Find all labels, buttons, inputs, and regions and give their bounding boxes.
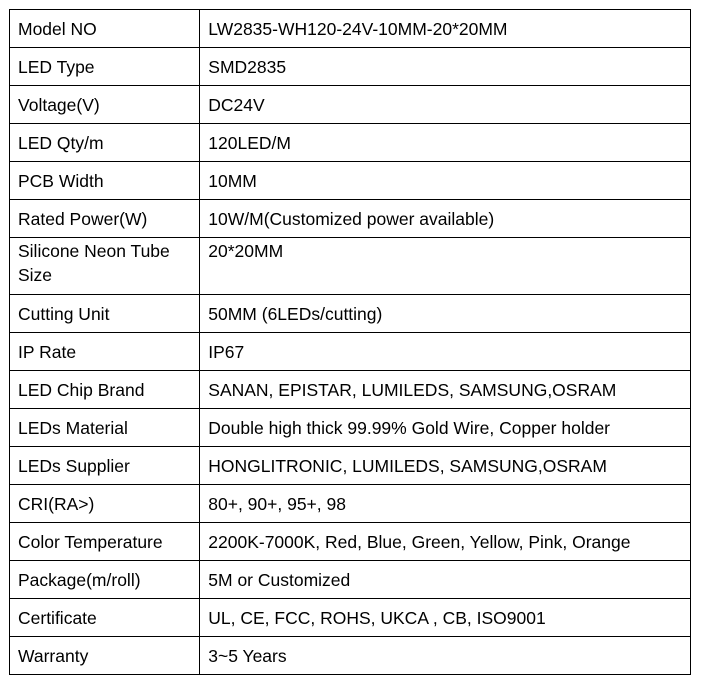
- row-value: DC24V: [200, 86, 691, 124]
- row-value: 10MM: [200, 162, 691, 200]
- row-value: 20*20MM: [200, 238, 691, 295]
- table-row-led-qty: [10, 124, 691, 162]
- row-value: 120LED/M: [200, 124, 691, 162]
- row-label: Voltage(V): [10, 86, 200, 124]
- spec-table-body: [10, 10, 691, 675]
- row-value: UL, CE, FCC, ROHS, UKCA , CB, ISO9001: [200, 599, 691, 637]
- row-value: 10W/M(Customized power available): [200, 200, 691, 238]
- row-value: LW2835-WH120-24V-10MM-20*20MM: [200, 10, 691, 48]
- table-row-package: [10, 561, 691, 599]
- table-row-cri: [10, 485, 691, 523]
- table-row-certificate: [10, 599, 691, 637]
- row-value: HONGLITRONIC, LUMILEDS, SAMSUNG,OSRAM: [200, 447, 691, 485]
- row-label: Certificate: [10, 599, 200, 637]
- table-row-neon-tube-size: [10, 238, 691, 295]
- table-row-leds-material: [10, 409, 691, 447]
- table-row-leds-supplier: [10, 447, 691, 485]
- row-value: Double high thick 99.99% Gold Wire, Copper holder: [200, 409, 691, 447]
- row-label: Model NO: [10, 10, 200, 48]
- row-label: Silicone Neon Tube Size: [10, 238, 200, 295]
- row-label: Warranty: [10, 637, 200, 675]
- row-label: Color Temperature: [10, 523, 200, 561]
- row-value: 80+, 90+, 95+, 98: [200, 485, 691, 523]
- row-value: 3~5 Years: [200, 637, 691, 675]
- row-label: CRI(RA>): [10, 485, 200, 523]
- row-value: IP67: [200, 333, 691, 371]
- table-row-warranty: [10, 637, 691, 675]
- spec-table: [9, 9, 691, 675]
- table-row-voltage: [10, 86, 691, 124]
- table-row-cutting-unit: [10, 295, 691, 333]
- table-row-pcb-width: [10, 162, 691, 200]
- row-value: 5M or Customized: [200, 561, 691, 599]
- table-row-led-type: [10, 48, 691, 86]
- table-row-model-no: [10, 10, 691, 48]
- row-value: 2200K-7000K, Red, Blue, Green, Yellow, Pink, Orange: [200, 523, 691, 561]
- table-row-color-temperature: [10, 523, 691, 561]
- row-label: LED Type: [10, 48, 200, 86]
- row-label: PCB Width: [10, 162, 200, 200]
- row-label: Package(m/roll): [10, 561, 200, 599]
- table-row-ip-rate: [10, 333, 691, 371]
- row-label: LEDs Material: [10, 409, 200, 447]
- row-value: 50MM (6LEDs/cutting): [200, 295, 691, 333]
- row-label: LEDs Supplier: [10, 447, 200, 485]
- row-value: SANAN, EPISTAR, LUMILEDS, SAMSUNG,OSRAM: [200, 371, 691, 409]
- table-row-chip-brand: [10, 371, 691, 409]
- table-row-rated-power: [10, 200, 691, 238]
- row-value: SMD2835: [200, 48, 691, 86]
- row-label: IP Rate: [10, 333, 200, 371]
- row-label: Cutting Unit: [10, 295, 200, 333]
- row-label: LED Chip Brand: [10, 371, 200, 409]
- row-label: Rated Power(W): [10, 200, 200, 238]
- row-label: LED Qty/m: [10, 124, 200, 162]
